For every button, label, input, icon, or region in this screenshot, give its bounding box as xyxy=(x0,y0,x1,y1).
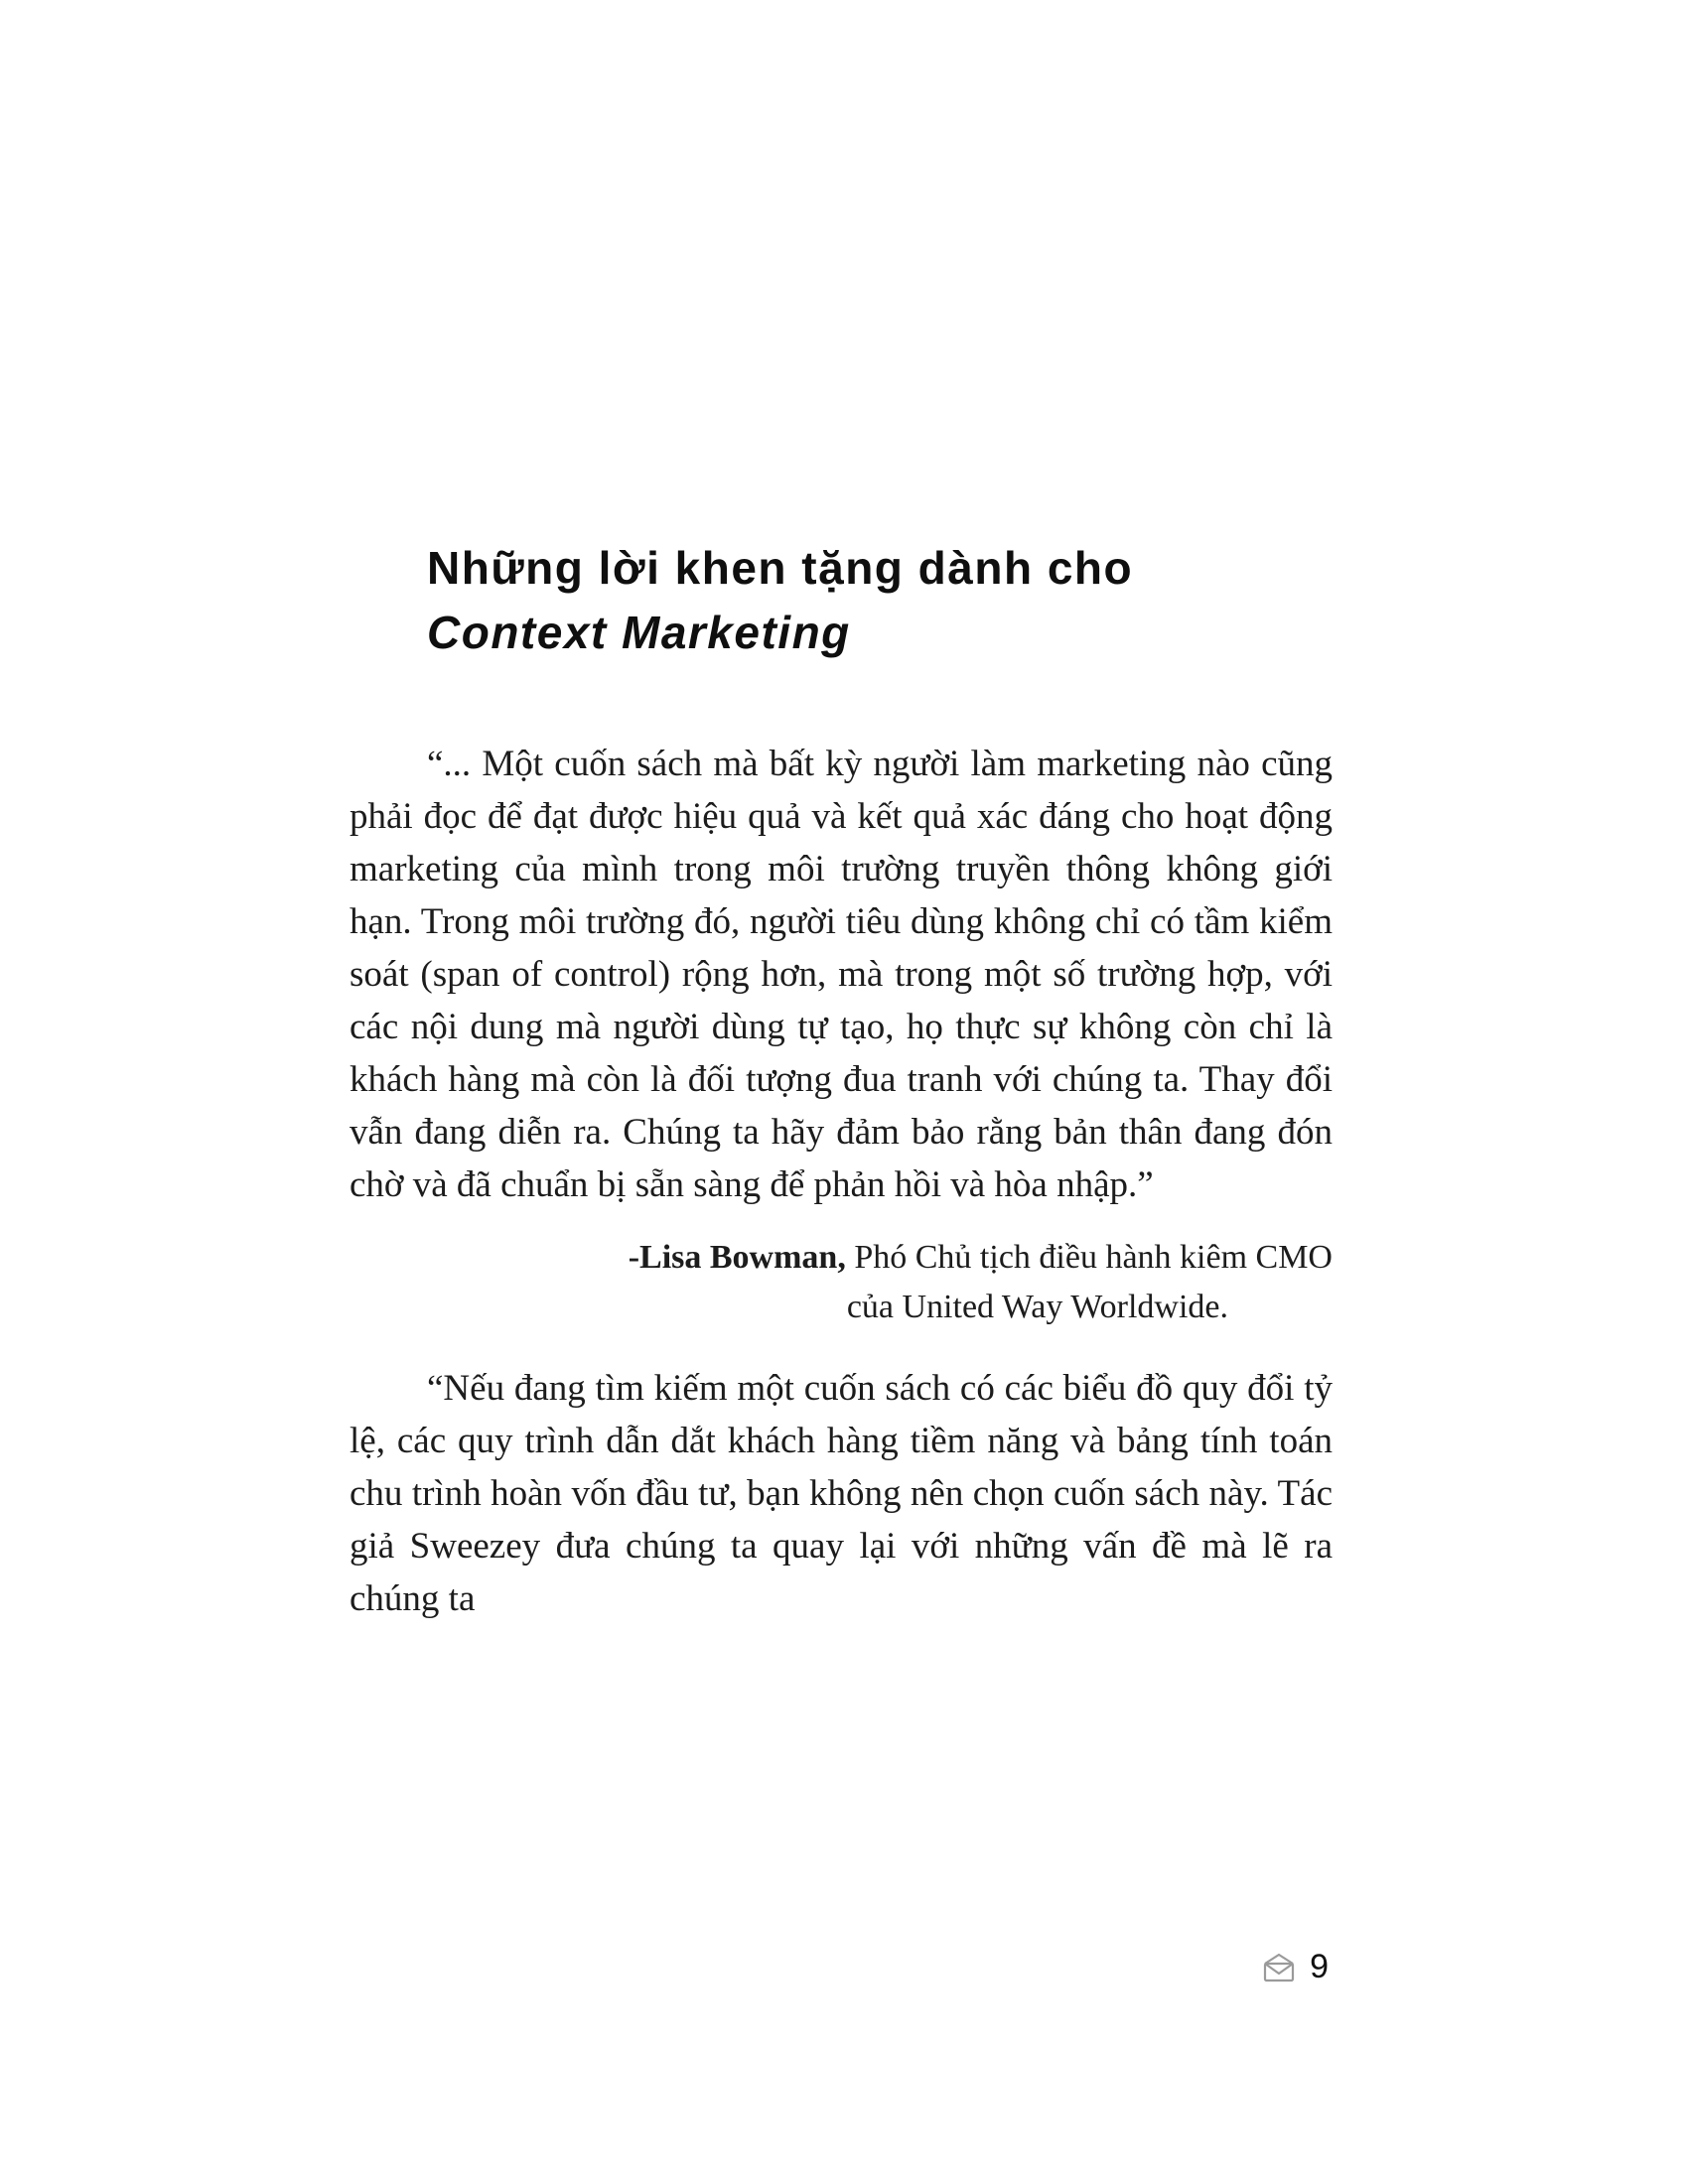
quote-paragraph-2: “Nếu đang tìm kiếm một cuốn sách có các biểu đồ quy đổi tỷ lệ, các quy trình dẫn dắt khách hàng tiềm năng và bảng tính toán chu trình hoàn vốn đầu tư, bạn không nên chọn cuốn sách này. Tác giả Sweezey đưa chúng ta quay lại với những vấn đề mà lẽ ra chúng ta xyxy=(350,1367,1333,1619)
attribution-name: -Lisa Bowman, xyxy=(628,1238,846,1276)
page-content xyxy=(350,536,1333,1625)
quote-paragraph-1: “... Một cuốn sách mà bất kỳ người làm marketing nào cũng phải đọc để đạt được hiệu quả và kết quả xác đáng cho hoạt động marketing của mình trong môi trường truyền thông không giới hạn. Trong môi trường đó, người tiêu dùng không chỉ có tầm kiểm soát (span of control) rộng hơn, mà trong một số trường hợp, với các nội dung mà người dùng tự tạo, họ thực sự không còn chỉ là khách hàng mà còn là đối tượng đua tranh với chúng ta. Thay đổi vẫn đang diễn ra. Chúng ta hãy đảm bảo rằng bản thân đang đón chờ và đã chuẩn bị sẵn sàng để phản hồi và hòa nhập.” xyxy=(350,743,1333,1205)
page-title xyxy=(427,536,1333,666)
page-title-line2: Context Marketing xyxy=(427,607,851,659)
page-title-line1: Những lời khen tặng dành cho xyxy=(427,542,1134,594)
quote-attribution xyxy=(350,1233,1333,1332)
envelope-icon xyxy=(1260,1951,1298,1984)
attribution-organization: của United Way Worldwide. xyxy=(846,1288,1228,1325)
page-number: 9 xyxy=(1310,1948,1329,1985)
attribution-line1 xyxy=(350,1233,1333,1283)
page-footer xyxy=(1260,1948,1329,1986)
attribution-role: Phó Chủ tịch điều hành kiêm CMO xyxy=(845,1238,1333,1276)
